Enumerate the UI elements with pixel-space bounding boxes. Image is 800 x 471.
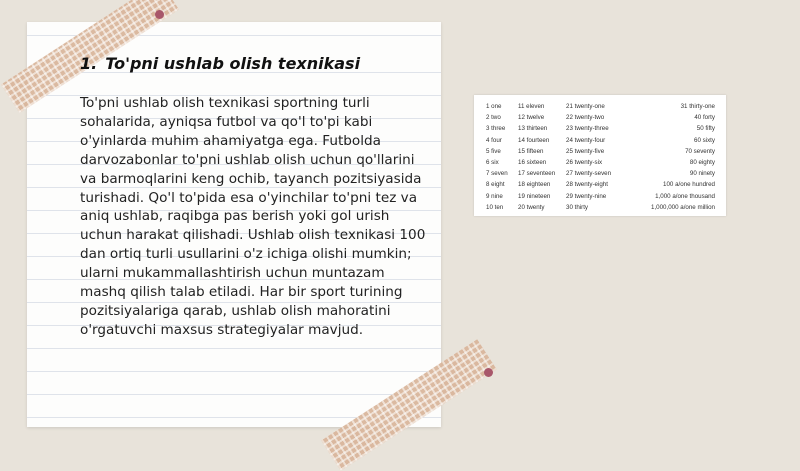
body-paragraph: To'pni ushlab olish texnikasi sportning turli sohalarida, ayniqsa futbol va qo'l to'pi kabi o'yinlarda muhim ahamiyatga ega. Futbolda darvozabonlar to'pni ushlab olish uchun qo'llarini va barmoqlarini keng ochib, tayanch pozitsiyasida turishadi. Qo'l to'pida esa o'yinchilar to'pni tez va aniq ushlab, raqibga pas berish yoki gol urish uchun harakat qilishadi. Ushlab olish texnikasi 100 dan ortiq turli usullarini o'z ichiga olishi mumkin; ularni mukammallashtirish uchun muntazam mashq qilish talab etiladi. Har bir sport turining pozitsiyalariga qarab, ushlab olish mahoratini o'rgatuvchi maxsus strategiyalar mavjud. xyxy=(80,95,426,338)
tape-end-pin-bottom xyxy=(484,368,493,377)
number-entry: 27 twenty-seven xyxy=(566,170,612,178)
number-entry: 7 seven xyxy=(486,170,508,178)
number-entry: 16 sixteen xyxy=(518,158,547,166)
number-entry: 24 twenty-four xyxy=(566,136,606,144)
number-entry: 80 eighty xyxy=(689,158,715,166)
number-entry: 26 twenty-six xyxy=(566,158,603,166)
number-entry: 28 twenty-eight xyxy=(566,181,608,189)
number-entry: 14 fourteen xyxy=(518,136,550,144)
number-entry: 1 one xyxy=(486,103,502,110)
section-heading xyxy=(80,54,360,73)
number-entry: 11 eleven xyxy=(518,103,545,110)
heading-title: To'pni ushlab olish texnikasi xyxy=(105,54,361,73)
number-entry: 2 two xyxy=(486,114,501,122)
number-entry: 13 thirteen xyxy=(518,125,548,133)
number-column-3 xyxy=(566,101,611,213)
number-entry: 40 forty xyxy=(694,114,715,122)
number-entry: 20 twenty xyxy=(518,203,545,211)
number-entry: 4 four xyxy=(486,136,502,144)
heading-number: 1. xyxy=(80,54,98,73)
number-entry: 50 fifty xyxy=(696,125,715,133)
number-entry: 15 fifteen xyxy=(518,147,544,155)
tape-end-pin-top xyxy=(155,10,164,19)
number-entry: 5 five xyxy=(486,147,501,155)
number-entry: 9 nine xyxy=(486,192,503,200)
number-column-1 xyxy=(486,101,508,213)
number-entry: 19 nineteen xyxy=(518,192,551,200)
number-entry: 22 twenty-two xyxy=(566,114,605,122)
number-entry: 29 twenty-nine xyxy=(566,192,607,200)
number-entry: 90 ninety xyxy=(689,170,715,178)
number-entry: 1,000 a/one thousand xyxy=(655,192,715,200)
number-entry: 25 twenty-five xyxy=(566,147,605,155)
number-words-table xyxy=(474,95,726,216)
number-entry: 31 thirty-one xyxy=(680,103,715,110)
number-entry: 23 twenty-three xyxy=(566,125,609,133)
number-entry: 8 eight xyxy=(486,181,505,189)
number-entry: 3 three xyxy=(486,125,506,133)
number-entry: 1,000,000 a/one million xyxy=(651,203,715,211)
number-column-2 xyxy=(518,101,555,213)
number-entry: 18 eighteen xyxy=(518,181,551,189)
number-entry: 12 twelve xyxy=(518,114,545,122)
number-entry: 100 a/one hundred xyxy=(663,181,715,189)
number-entry: 60 sixty xyxy=(694,136,715,144)
number-column-4 xyxy=(625,101,715,213)
number-entry: 70 seventy xyxy=(685,147,715,155)
number-entry: 17 seventeen xyxy=(518,170,556,178)
number-entry: 10 ten xyxy=(486,203,504,211)
number-entry: 30 thirty xyxy=(566,203,589,211)
number-entry: 21 twenty-one xyxy=(566,103,605,110)
number-entry: 6 six xyxy=(486,158,499,166)
